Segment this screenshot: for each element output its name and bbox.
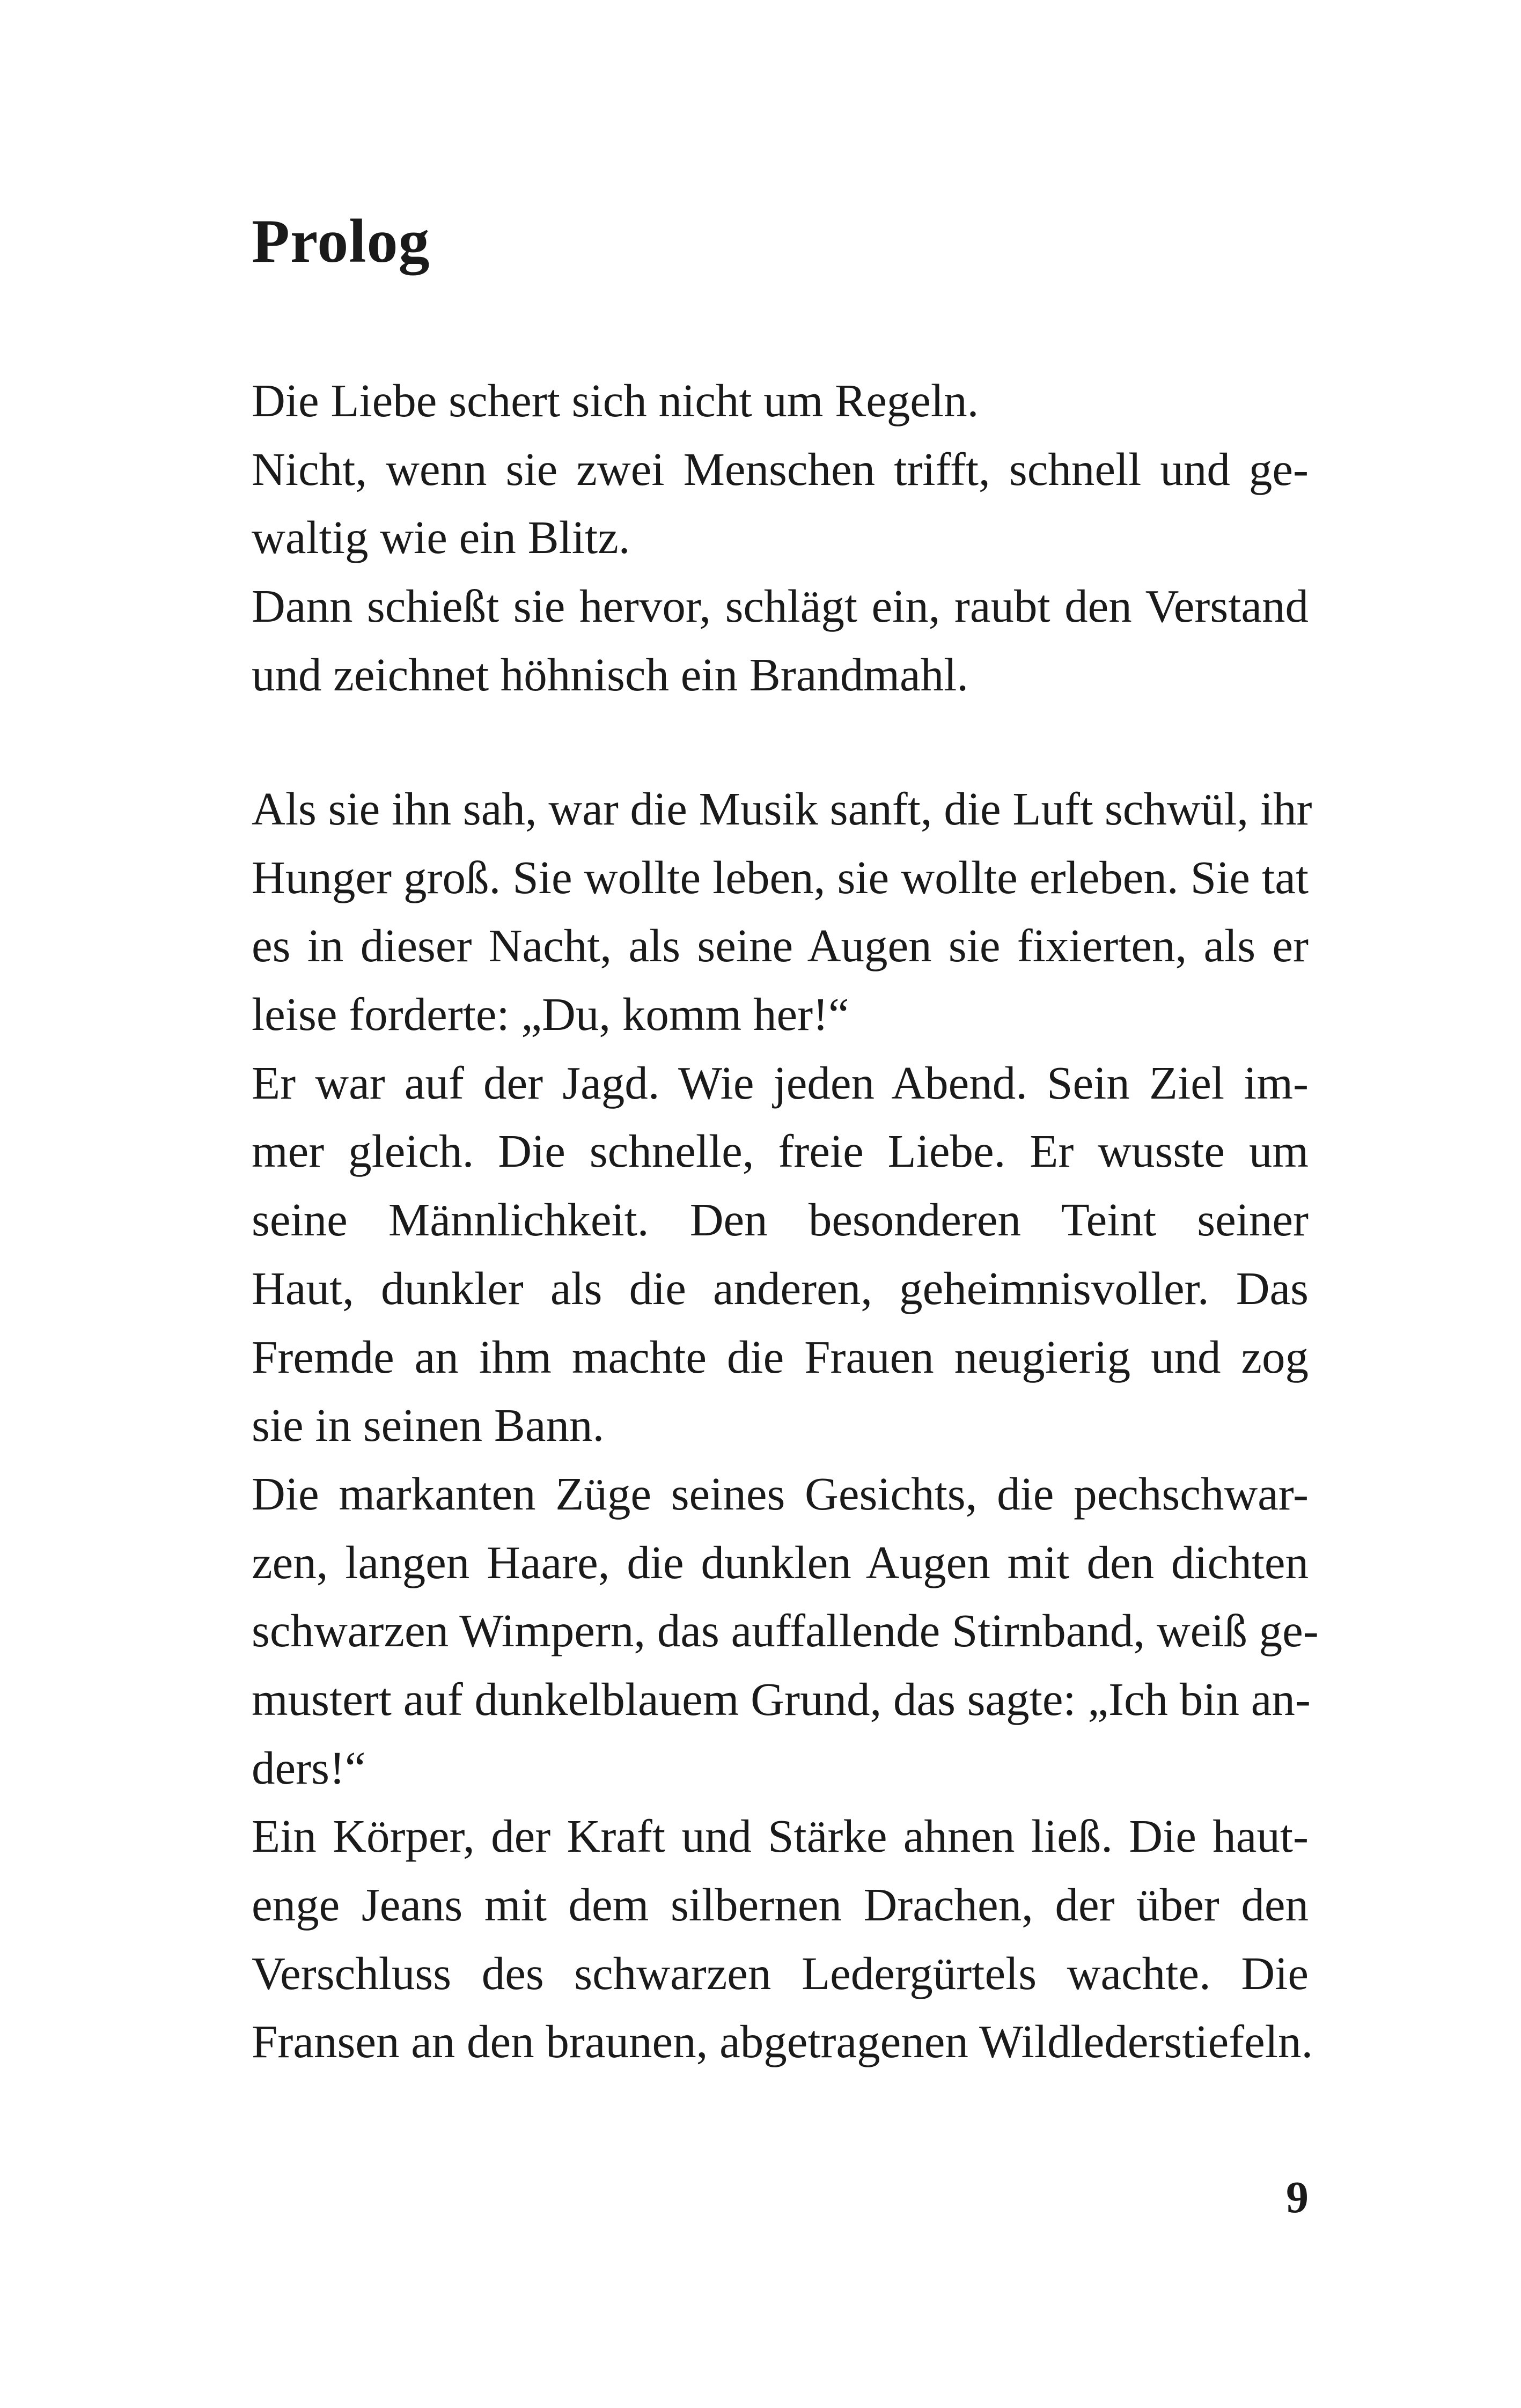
text-line: waltig wie ein Blitz.	[252, 511, 630, 564]
page-number: 9	[1286, 2173, 1309, 2222]
text-line: Nicht, wenn sie zwei Menschen trifft, schnell und ge-	[252, 443, 1309, 495]
text-line: Haut, dunkler als die anderen, geheimnisvoller. Das	[252, 1262, 1309, 1314]
text-line: enge Jeans mit dem silbernen Drachen, der über den	[252, 1879, 1309, 1931]
text-line: Er war auf der Jagd. Wie jeden Abend. Sein Ziel im-	[252, 1056, 1309, 1109]
text-line: mer gleich. Die schnelle, freie Liebe. Er wusste um	[252, 1125, 1309, 1177]
text-line: es in dieser Nacht, als seine Augen sie fixierten, als er	[252, 919, 1309, 972]
text-line: zen, langen Haare, die dunklen Augen mit den dichten	[252, 1536, 1309, 1588]
text-line: ders!“	[252, 1741, 366, 1794]
text-line: Ein Körper, der Kraft und Stärke ahnen ließ. Die haut-	[252, 1810, 1309, 1862]
text-line: Hunger groß. Sie wollte leben, sie wollte erleben. Sie tat	[252, 851, 1309, 903]
paragraph-2	[252, 775, 1319, 2076]
paragraph-1	[252, 366, 1309, 709]
text-line: Als sie ihn sah, war die Musik sanft, die Luft schwül, ihr	[252, 783, 1312, 835]
text-line: schwarzen Wimpern, das auffallende Stirnband, weiß ge-	[252, 1604, 1319, 1657]
text-line: Die Liebe schert sich nicht um Regeln.	[252, 374, 979, 426]
chapter-heading: Prolog	[252, 207, 430, 276]
text-line: leise forderte: „Du, komm her!“	[252, 988, 849, 1041]
text-line: mustert auf dunkelblauem Grund, das sagte: „Ich bin an-	[252, 1673, 1311, 1725]
text-line: Fremde an ihm machte die Frauen neugierig und zog	[252, 1330, 1309, 1383]
text-line: Die markanten Züge seines Gesichts, die pechschwar-	[252, 1467, 1309, 1520]
text-line: Verschluss des schwarzen Ledergürtels wachte. Die	[252, 1947, 1309, 1999]
text-line: seine Männlichkeit. Den besonderen Teint seiner	[252, 1194, 1309, 1246]
text-line: Dann schießt sie hervor, schlägt ein, raubt den Verstand	[252, 580, 1309, 632]
text-line: Fransen an den braunen, abgetragenen Wildlederstiefeln.	[252, 2015, 1313, 2068]
text-line: sie in seinen Bann.	[252, 1399, 605, 1452]
text-line: und zeichnet höhnisch ein Brandmahl.	[252, 648, 969, 701]
